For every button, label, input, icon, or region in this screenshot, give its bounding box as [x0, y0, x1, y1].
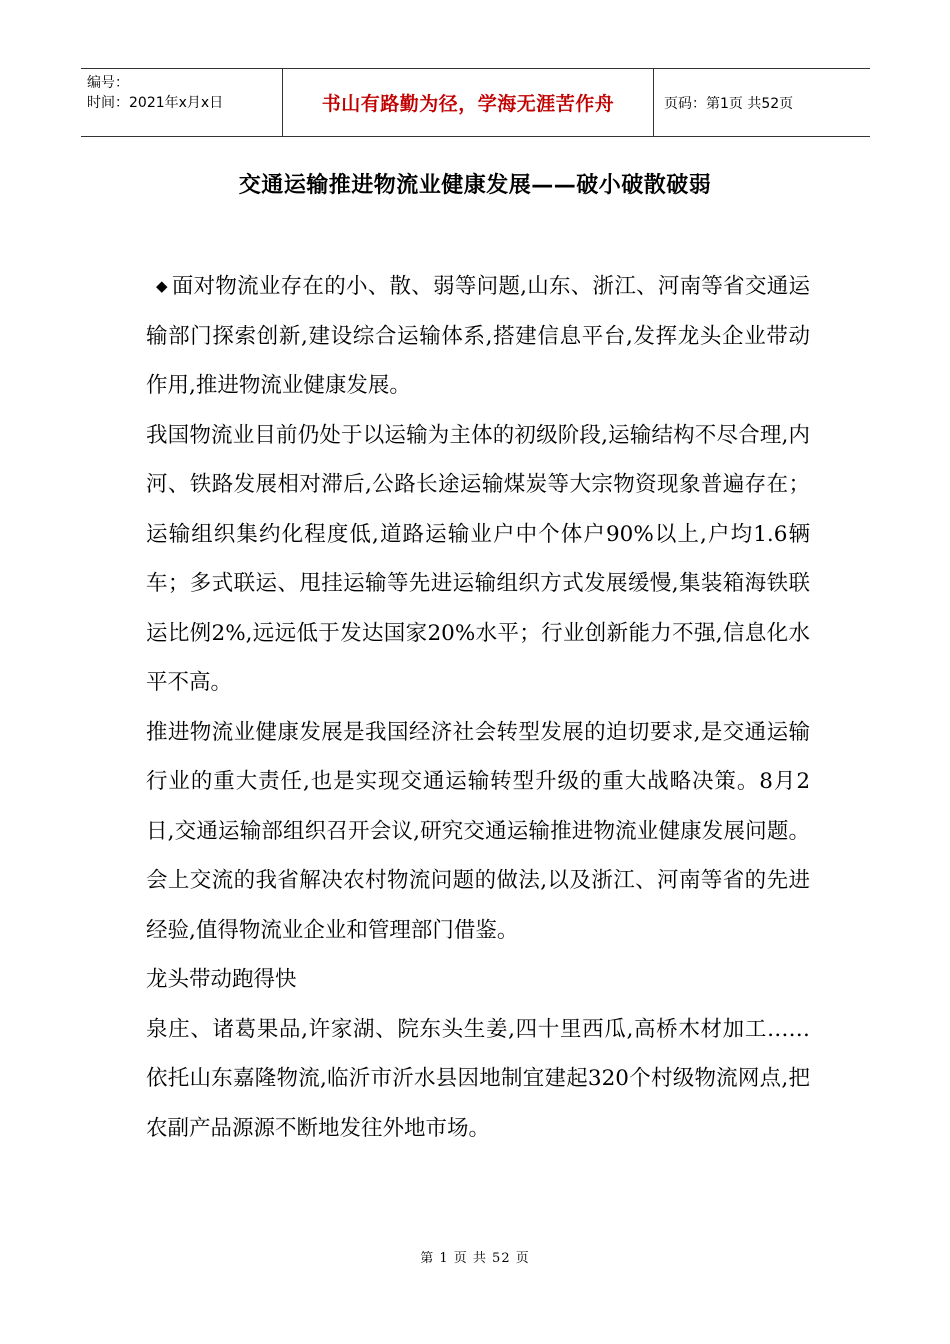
header-meta [81, 69, 282, 136]
header-motto: 书山有路勤为径，学海无涯苦作舟 [282, 69, 654, 136]
intro-paragraph [146, 262, 810, 411]
header-table [81, 68, 870, 137]
document-title: 交通运输推进物流业健康发展——破小破散破弱 [238, 173, 712, 198]
document-body [146, 262, 810, 1153]
diamond-bullet-icon: ◆ [156, 277, 168, 295]
time-label: 时间：2021年x月x日 [87, 95, 224, 111]
header-page-info: 页码：第1页 共52页 [664, 95, 794, 112]
number-label: 编号： [87, 75, 129, 91]
intro-text: 面对物流业存在的小、散、弱等问题,山东、浙江、河南等省交通运输部门探索创新,建设综合运输体系,搭建信息平台,发挥龙头企业带动作用,推进物流业健康发展。 [146, 274, 810, 398]
paragraph-2: 推进物流业健康发展是我国经济社会转型发展的迫切要求,是交通运输行业的重大责任,也是实现交通运输转型升级的重大战略决策。8月2日,交通运输部组织召开会议,研究交通运输推进物流业健康发展问题。会上交流的我省解决农村物流问题的做法,以及浙江、河南等省的先进经验,值得物流业企业和管理部门借鉴。 [146, 719, 810, 943]
paragraph-1: 我国物流业目前仍处于以运输为主体的初级阶段,运输结构不尽合理,内河、铁路发展相对滞后,公路长途运输煤炭等大宗物资现象普遍存在；运输组织集约化程度低,道路运输业户中个体户90%以上,户均1.6辆车；多式联运、甩挂运输等先进运输组织方式发展缓慢,集装箱海铁联运比例2%,远远低于发达国家20%水平；行业创新能力不强,信息化水平不高。 [146, 422, 810, 695]
paragraph-3: 泉庄、诸葛果品,许家湖、院东头生姜,四十里西瓜,高桥木材加工……依托山东嘉隆物流,临沂市沂水县因地制宜建起320个村级物流网点,把农副产品源源不断地发往外地市场。 [146, 1016, 810, 1141]
section-subheading: 龙头带动跑得快 [146, 967, 297, 992]
page-footer: 第 1 页 共 52 页 [420, 1251, 530, 1266]
